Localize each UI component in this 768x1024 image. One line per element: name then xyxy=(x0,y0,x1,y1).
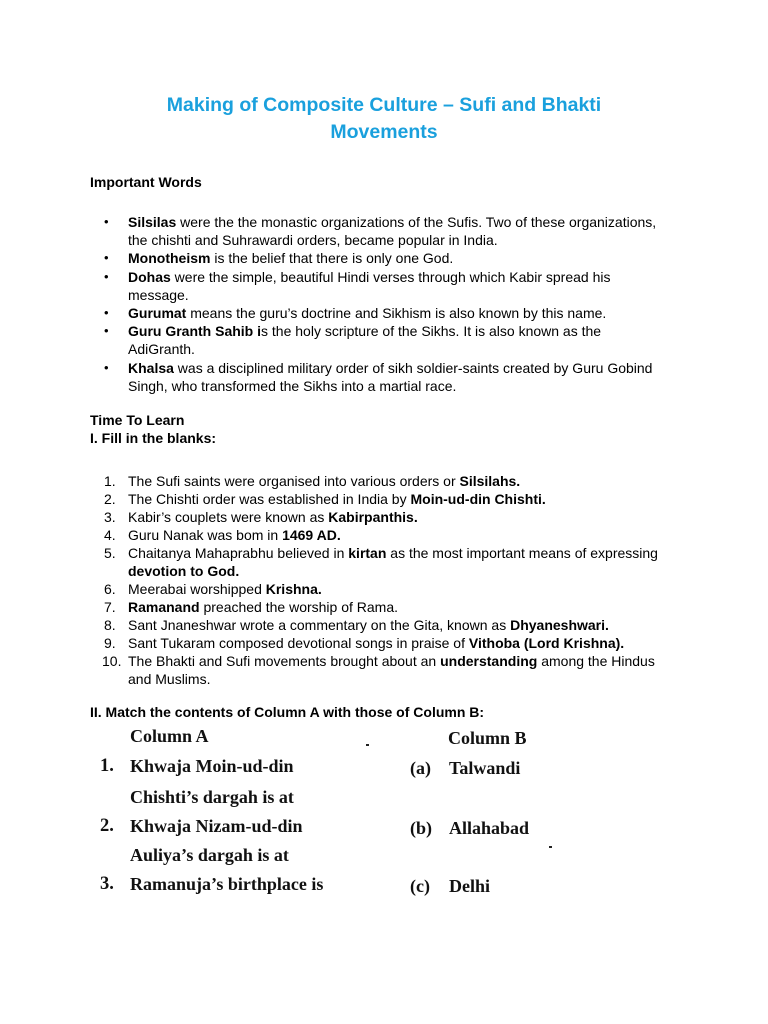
numbered-item xyxy=(104,508,664,526)
answer-text: 1469 AD. xyxy=(282,527,341,543)
question-text: as the most important means of expressing xyxy=(386,545,658,561)
list-item xyxy=(104,249,664,267)
numbered-item xyxy=(104,580,664,598)
term: Silsilas xyxy=(128,214,177,230)
item-number: 3. xyxy=(104,509,116,525)
column-a-header: Column A xyxy=(130,726,209,746)
list-item xyxy=(104,213,664,249)
term: Guru Granth Sahib i xyxy=(128,323,262,340)
item-number: 10. xyxy=(102,653,122,669)
question-text: Kabir’s couplets were known as xyxy=(128,509,329,525)
definition: is the belief that there is only one God. xyxy=(210,250,454,267)
numbered-item xyxy=(104,652,664,688)
scan-speck xyxy=(549,846,552,848)
match-a-line1: Ramanuja’s birthplace is xyxy=(130,874,324,894)
item-number: 1. xyxy=(104,473,116,489)
match-b-value: Talwandi xyxy=(449,758,521,778)
list-item xyxy=(104,359,664,395)
time-to-learn-heading: Time To Learn xyxy=(90,412,185,428)
title-line-1: Making of Composite Culture – Sufi and Bhakti xyxy=(166,94,602,116)
match-heading: II. Match the contents of Column A with those of Column B: xyxy=(90,704,485,720)
match-a-line1: Khwaja Moin-ud-din xyxy=(130,756,294,776)
question-text: Sant Tukaram composed devotional songs in praise of xyxy=(128,635,469,651)
match-b-value: Delhi xyxy=(449,876,491,896)
numbered-item xyxy=(104,616,664,634)
term: Gurumat xyxy=(128,305,187,322)
definition: s the holy scripture of the Sikhs. It is also known as the AdiGranth. xyxy=(128,323,602,358)
question-text: Chaitanya Mahaprabhu believed in xyxy=(128,545,349,561)
item-number: 2. xyxy=(104,491,116,507)
match-row-number: 2. xyxy=(100,816,114,836)
item-number: 9. xyxy=(104,635,116,651)
item-number: 5. xyxy=(104,545,116,561)
question-text: The Sufi saints were organised into various orders or xyxy=(128,473,460,489)
item-number: 6. xyxy=(104,581,116,597)
numbered-item xyxy=(104,634,664,652)
match-a-line1: Khwaja Nizam-ud-din xyxy=(130,816,303,836)
answer-text: Moin-ud-din Chishti. xyxy=(410,491,546,507)
match-a-line2: Auliya’s dargah is at xyxy=(130,845,289,865)
answer-text: Dhyaneshwari. xyxy=(510,617,609,633)
item-number: 7. xyxy=(104,599,116,615)
question-text: Sant Jnaneshwar wrote a commentary on the Gita, known as xyxy=(128,617,511,633)
important-words-list xyxy=(104,213,664,395)
page-title xyxy=(84,92,684,146)
answer-text: understanding xyxy=(440,653,538,669)
match-b-value: Allahabad xyxy=(449,818,530,838)
numbered-item xyxy=(104,490,664,508)
fill-blanks-list xyxy=(104,472,664,688)
title-line-2: Movements xyxy=(330,121,438,143)
answer-text: Ramanand xyxy=(128,599,200,615)
column-b-header: Column B xyxy=(448,728,527,748)
match-table-image xyxy=(0,724,768,904)
numbered-item xyxy=(104,598,664,616)
question-text: The Chishti order was established in India by xyxy=(128,491,411,507)
term: Monotheism xyxy=(128,250,211,267)
answer-text: Silsilahs. xyxy=(459,473,521,489)
scan-speck xyxy=(366,744,369,746)
term: Dohas xyxy=(128,268,171,285)
answer-text: Vithoba (Lord Krishna). xyxy=(468,635,625,651)
definition: was a disciplined military order of sikh soldier-saints created by Guru Gobind Singh, who transformed the Sikhs into a martial race. xyxy=(128,359,653,394)
definition: were the the monastic organizations of the Sufis. Two of these organizations, the chishti and Suhrawardi orders, became popular in India. xyxy=(128,214,657,249)
match-letter: (b) xyxy=(410,818,432,838)
answer-text: kirtan xyxy=(348,545,387,561)
term: Khalsa xyxy=(128,359,174,376)
match-a-line2: Chishti’s dargah is at xyxy=(130,787,294,807)
question-text: Guru Nanak was bom in xyxy=(128,527,283,543)
question-text: among the Hindus and Muslims. xyxy=(128,653,655,687)
numbered-item xyxy=(104,472,664,490)
list-item xyxy=(104,322,664,358)
answer-text: Krishna. xyxy=(265,581,322,597)
numbered-item xyxy=(104,526,664,544)
numbered-item xyxy=(104,544,664,580)
item-number: 8. xyxy=(104,617,116,633)
question-text: preached the worship of Rama. xyxy=(199,599,399,615)
definition: means the guru’s doctrine and Sikhism is also known by this name. xyxy=(186,305,607,322)
question-text: The Bhakti and Sufi movements brought about an xyxy=(128,653,441,669)
definition: were the simple, beautiful Hindi verses through which Kabir spread his message. xyxy=(128,268,611,303)
item-number: 4. xyxy=(104,527,116,543)
question-text: Meerabai worshipped xyxy=(128,581,266,597)
match-row-number: 3. xyxy=(100,874,114,894)
match-letter: (c) xyxy=(410,876,430,896)
match-letter: (a) xyxy=(410,758,431,778)
match-row-number: 1. xyxy=(100,756,114,776)
list-item xyxy=(104,268,664,304)
answer-text: devotion to God. xyxy=(128,563,240,579)
fill-blanks-heading: I. Fill in the blanks: xyxy=(90,430,217,446)
list-item xyxy=(104,304,664,322)
answer-text: Kabirpanthis. xyxy=(328,509,418,525)
important-words-heading: Important Words xyxy=(90,174,202,190)
